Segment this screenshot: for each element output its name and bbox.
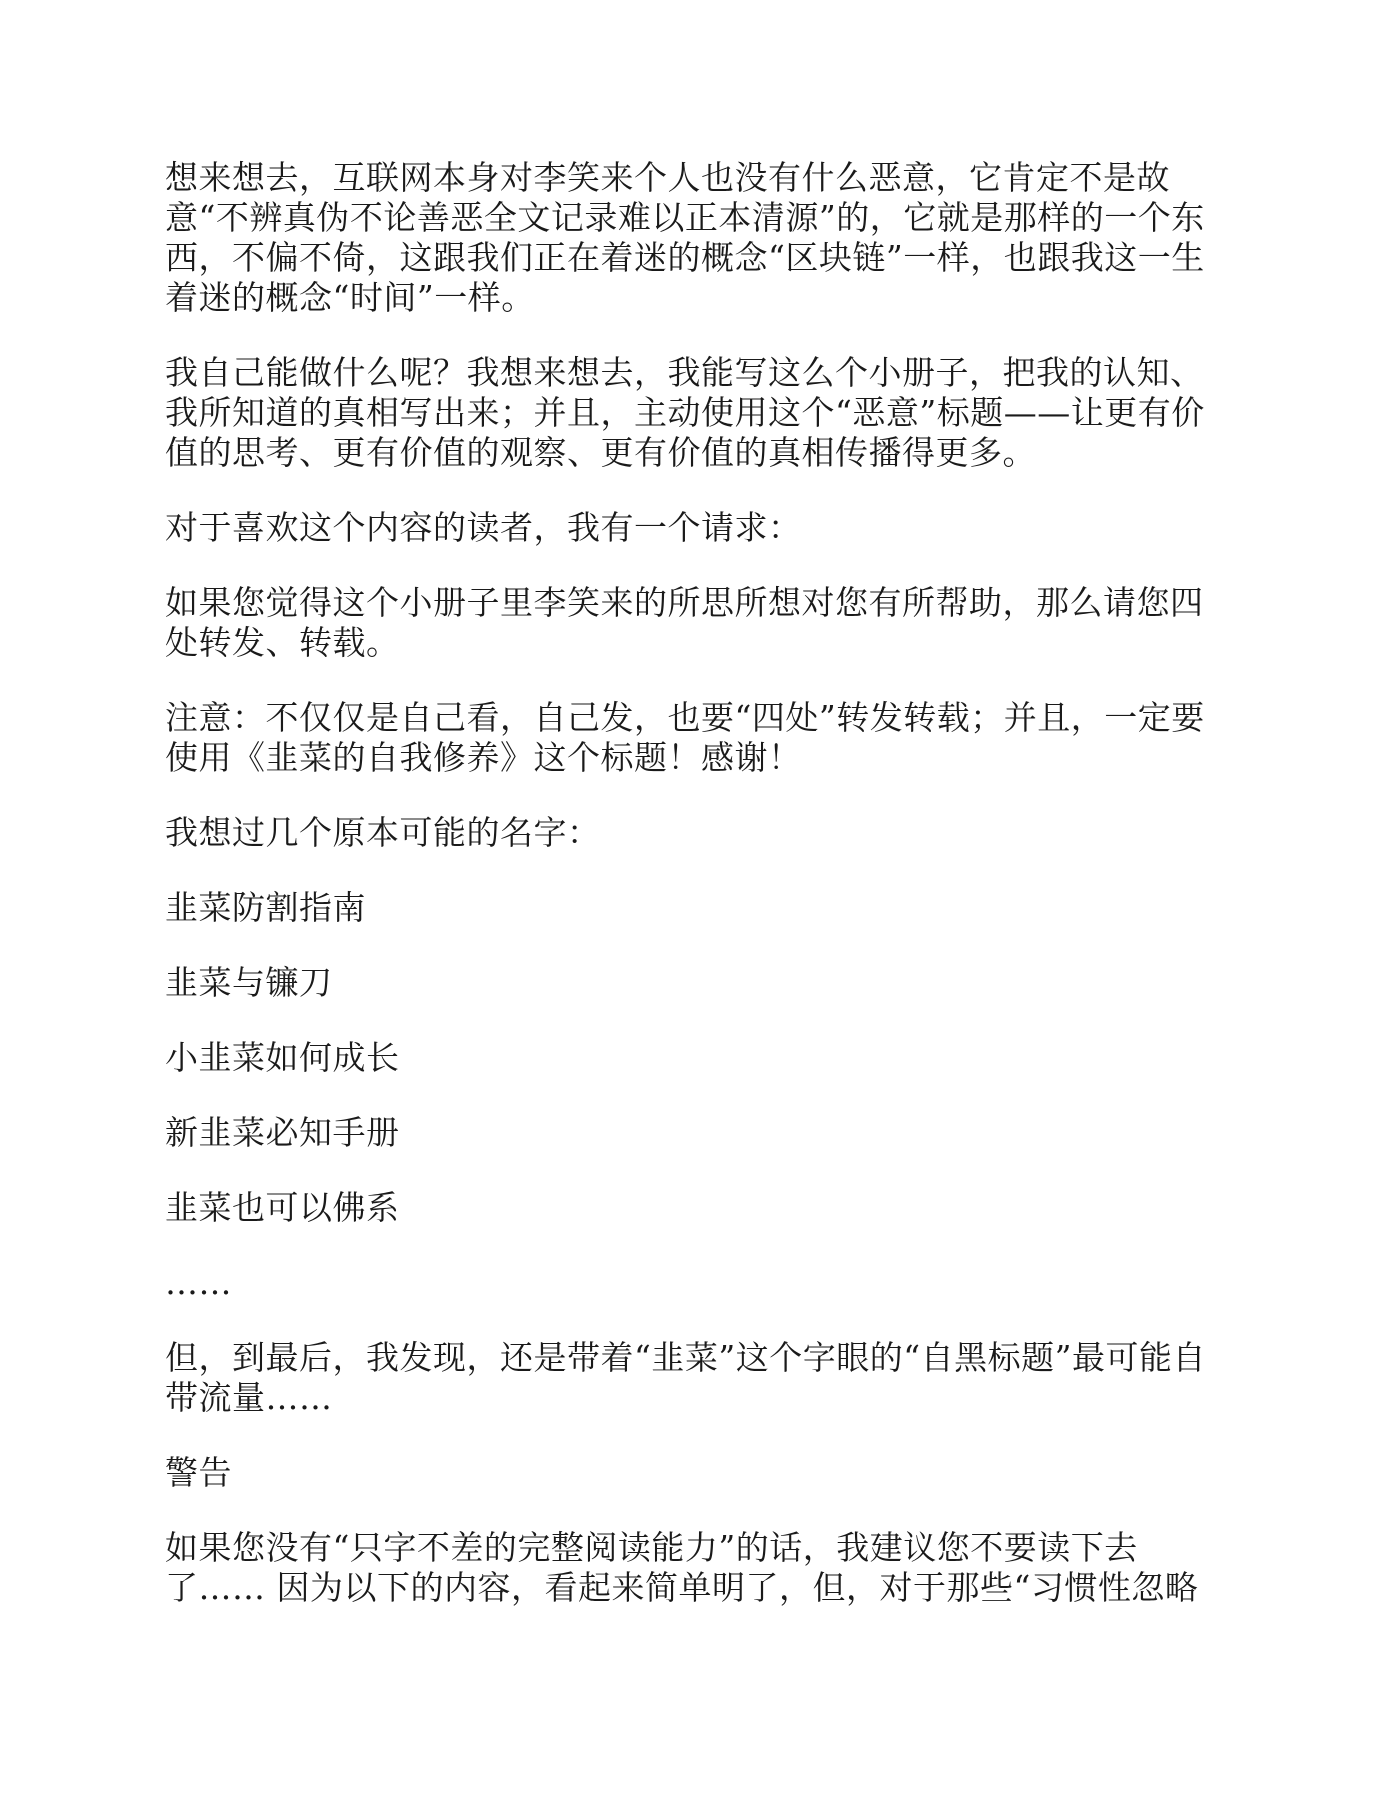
text-line: 注意：不仅仅是自己看，自己发，也要“四处”转发转载；并且，一定要 (165, 698, 1205, 737)
text-line: 值的思考、更有价值的观察、更有价值的真相传播得更多。 (165, 433, 1036, 472)
text-line: 了…… 因为以下的内容，看起来简单明了，但，对于那些“习惯性忽略 (165, 1568, 1199, 1607)
paragraph (165, 698, 1245, 778)
section-heading (165, 1453, 1245, 1493)
paragraph (165, 813, 1245, 853)
paragraph (165, 1528, 1245, 1608)
paragraph (165, 353, 1245, 473)
text-line: 带流量…… (165, 1378, 333, 1417)
text-line: 着迷的概念“时间”一样。 (165, 278, 535, 317)
text-line: 韭菜与镰刀 (165, 963, 333, 1002)
list-item (165, 1113, 1245, 1153)
text-line: 对于喜欢这个内容的读者，我有一个请求： (165, 508, 802, 547)
text-line: 我想过几个原本可能的名字： (165, 813, 601, 852)
text-line: 我自己能做什么呢？我想来想去，我能写这么个小册子，把我的认知、 (165, 353, 1204, 392)
text-line: 西，不偏不倚，这跟我们正在着迷的概念“区块链”一样，也跟我这一生 (165, 238, 1205, 277)
text-line: 如果您觉得这个小册子里李笑来的所思所想对您有所帮助，那么请您四 (165, 583, 1204, 622)
text-line: 韭菜防割指南 (165, 888, 366, 927)
ellipsis-line (165, 1263, 1245, 1303)
list-item (165, 888, 1245, 928)
text-line: 韭菜也可以佛系 (165, 1188, 400, 1227)
list-item (165, 963, 1245, 1003)
text-line: 意“不辨真伪不论善恶全文记录难以正本清源”的，它就是那样的一个东 (165, 198, 1205, 237)
text-line: 小韭菜如何成长 (165, 1038, 400, 1077)
text-line: 如果您没有“只字不差的完整阅读能力”的话，我建议您不要读下去 (165, 1528, 1138, 1567)
document-page (165, 158, 1245, 1643)
text-line: 新韭菜必知手册 (165, 1113, 400, 1152)
text-line: 使用《韭菜的自我修养》这个标题！感谢！ (165, 738, 802, 777)
text-line: …… (165, 1263, 232, 1302)
paragraph (165, 1338, 1245, 1418)
paragraph (165, 508, 1245, 548)
paragraph (165, 583, 1245, 663)
list-item (165, 1038, 1245, 1078)
paragraph (165, 158, 1245, 318)
text-line: 想来想去，互联网本身对李笑来个人也没有什么恶意，它肯定不是故 (165, 158, 1170, 197)
text-line: 但，到最后，我发现，还是带着“韭菜”这个字眼的“自黑标题”最可能自 (165, 1338, 1206, 1377)
text-line: 警告 (165, 1453, 232, 1492)
text-line: 我所知道的真相写出来；并且，主动使用这个“恶意”标题——让更有价 (165, 393, 1205, 432)
text-line: 处转发、转载。 (165, 623, 400, 662)
list-item (165, 1188, 1245, 1228)
